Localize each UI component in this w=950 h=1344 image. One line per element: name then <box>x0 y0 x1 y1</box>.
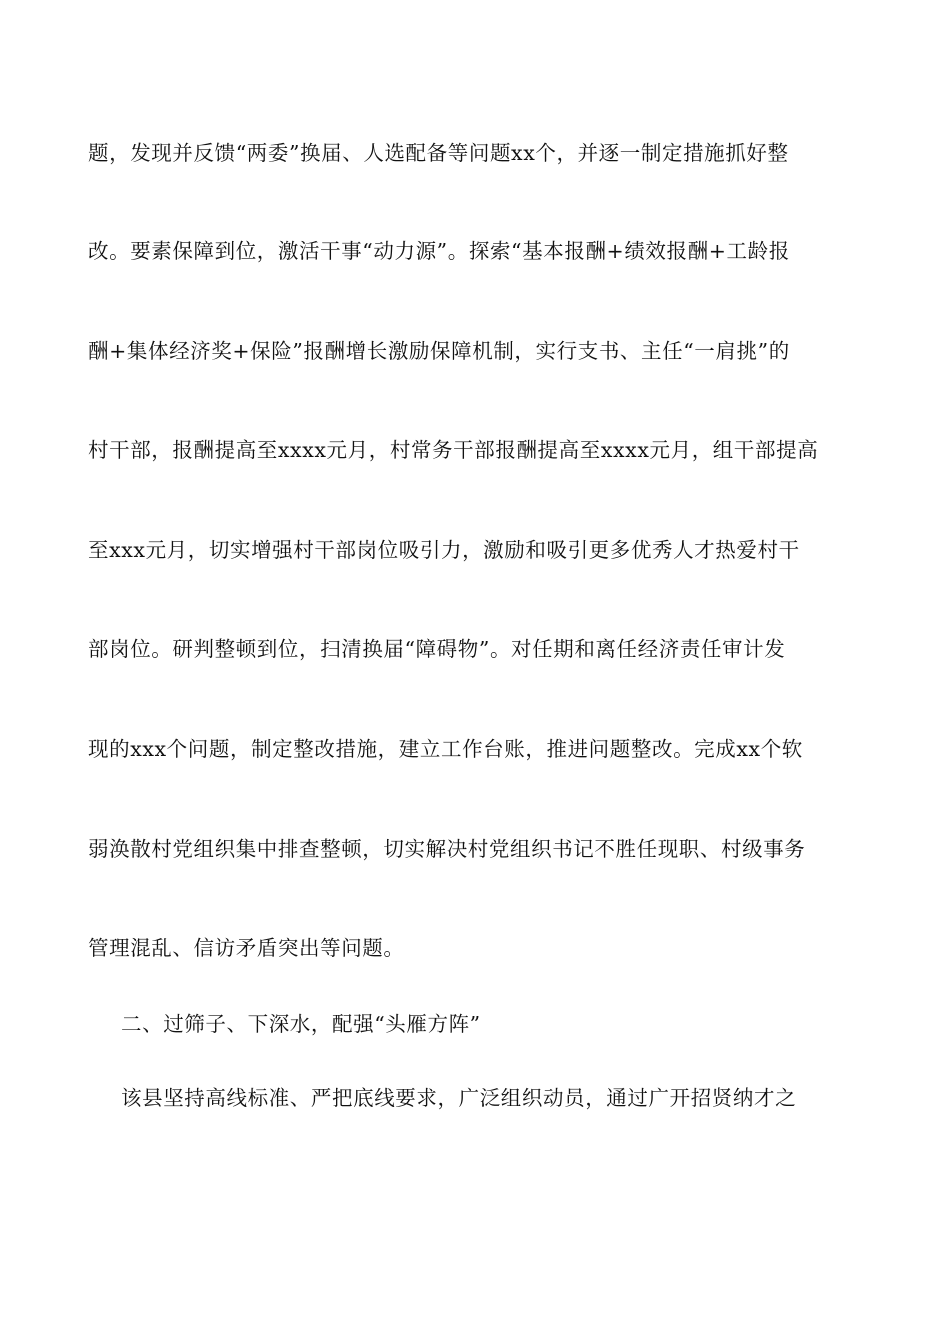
paragraph-start-line: 该县坚持高线标准、严把底线要求，广泛组织动员，通过广开招贤纳才之 <box>121 1086 797 1110</box>
body-text-line: 题，发现并反馈“两委”换届、人选配备等问题xx个，并逐一制定措施抓好整 <box>88 141 789 165</box>
body-text-line: 弱涣散村党组织集中排查整顿，切实解决村党组织书记不胜任现职、村级事务 <box>88 837 806 861</box>
body-text-line: 部岗位。研判整顿到位，扫清换届“障碍物”。对任期和离任经济责任审计发 <box>88 637 786 661</box>
body-text-line: 村干部，报酬提高至xxxx元月，村常务干部报酬提高至xxxx元月，组干部提高 <box>88 438 819 462</box>
body-text-line: 改。要素保障到位，激活干事“动力源”。探索“基本报酬+绩效报酬+工龄报 <box>88 239 790 263</box>
section-heading: 二、过筛子、下深水，配强“头雁方阵” <box>121 1012 481 1036</box>
body-text-line: 现的xxx个问题，制定整改措施，建立工作台账，推进问题整改。完成xx个软 <box>88 737 803 761</box>
body-text-line: 管理混乱、信访矛盾突出等问题。 <box>88 936 405 960</box>
body-text-line: 酬+集体经济奖+保险”报酬增长激励保障机制，实行支书、主任“一肩挑”的 <box>88 339 790 363</box>
body-text-line: 至xxx元月，切实增强村干部岗位吸引力，激励和吸引更多优秀人才热爱村干 <box>88 538 800 562</box>
